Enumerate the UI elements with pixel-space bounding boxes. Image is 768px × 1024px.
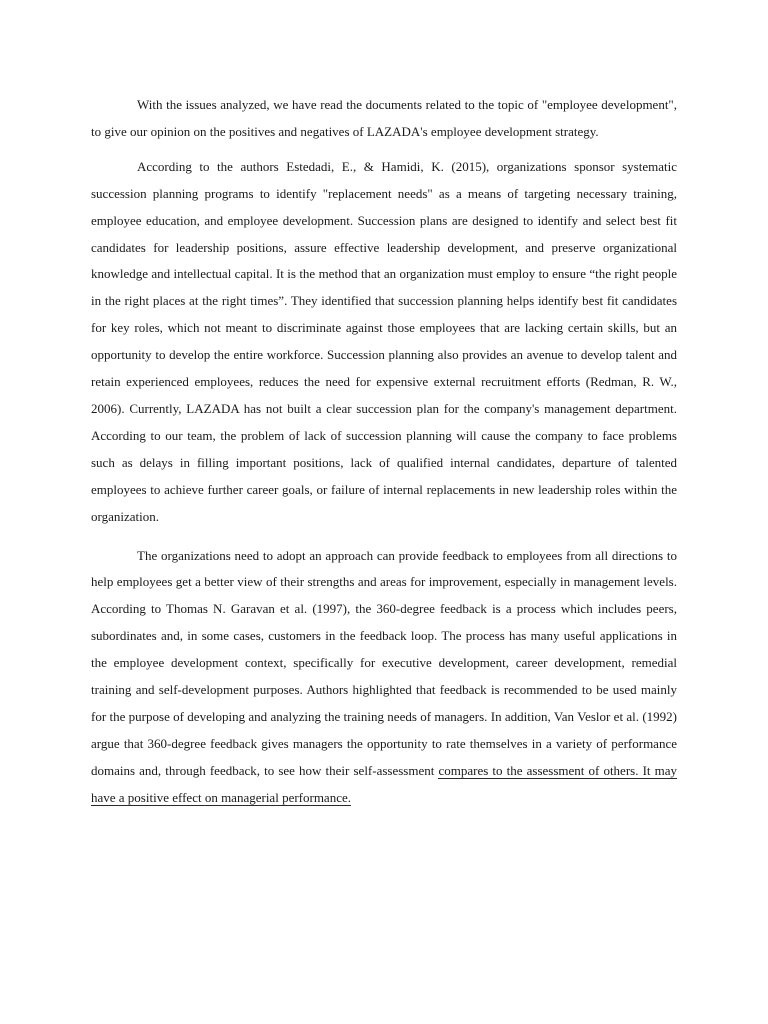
- paragraph-360-feedback: [91, 543, 677, 812]
- document-page: [91, 92, 677, 812]
- paragraph-intro: With the issues analyzed, we have read the documents related to the topic of "employee development", to give our opinion on the positives and negatives of LAZADA's employee development strategy.: [91, 97, 677, 139]
- paragraph-succession-planning: According to the authors Estedadi, E., & Hamidi, K. (2015), organizations sponsor systematic succession planning programs to identify "replacement needs" as a means of targeting necessary training, employee education, and employee development. Succession plans are designed to identify and select best fit candidates for leadership positions, assure effective leadership development, and preserve organizational knowledge and intellectual capital. It is the method that an organization must employ to ensure “the right people in the right places at the right times”. They identified that succession planning helps identify best fit candidates for key roles, which not meant to discriminate against those employees that are lacking certain skills, but an opportunity to develop the entire workforce. Succession planning also provides an avenue to develop talent and retain experienced employees, reduces the need for expensive external recruitment efforts (Redman, R. W., 2006). Currently, LAZADA has not built a clear succession plan for the company's management department. According to our team, the problem of lack of succession planning will cause the company to face problems such as delays in filling important positions, lack of qualified internal candidates, departure of talented employees to achieve further career goals, or failure of internal replacements in new leadership roles within the organization.: [91, 158, 677, 524]
- underlined-sentence: compares to the assessment of others. It may have a positive effect on managerial performance.: [91, 762, 678, 805]
- paragraph-360-feedback-text: The organizations need to adopt an approach can provide feedback to employees from all directions to help employees get a better view of their strengths and areas for improvement, especially in management levels. According to Thomas N. Garavan et al. (1997), the 360-degree feedback is a process which includes peers, subordinates and, in some cases, customers in the feedback loop. The process has many useful applications in the employee development context, specifically for executive development, career development, remedial training and self-development purposes. Authors highlighted that feedback is recommended to be used mainly for the purpose of developing and analyzing the training needs of managers. In addition, Van Veslor et al. (1992) argue that 360-degree feedback gives managers the opportunity to rate themselves in a variety of performance domains and, through feedback, to see how their self-assessment: [91, 547, 677, 778]
